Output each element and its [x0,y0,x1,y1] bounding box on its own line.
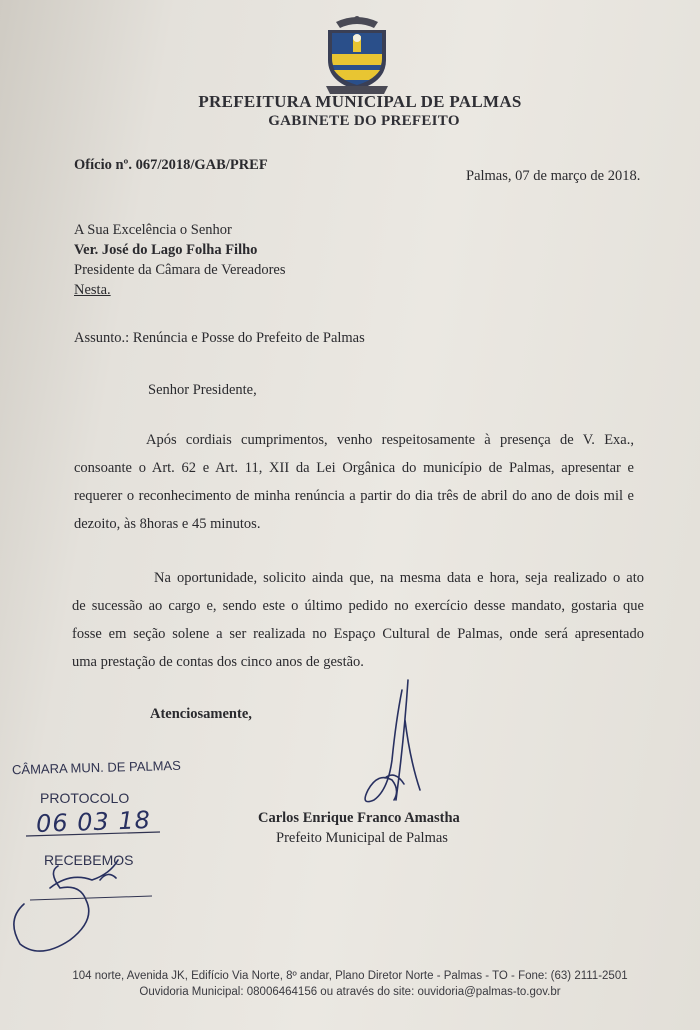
paragraph-1-line: dezoito, às 8horas e 45 minutos. [74,516,261,532]
footer-ouvidoria: Ouvidoria Municipal: 08006464156 ou através do site: ouvidoria@palmas-to.gov.br [139,986,561,998]
stamp-label: PROTOCOLO [40,790,130,806]
paragraph-1 [74,426,634,538]
document-reference: Ofício nº. 067/2018/GAB/PREF [74,157,268,173]
paragraph-2-line: fosse em seção solene a ser realizada no Espaço Cultural de Palmas, onde será apresentado [72,626,644,642]
signer-title: Prefeito Municipal de Palmas [276,830,448,846]
header-subtitle: GABINETE DO PREFEITO [268,113,460,129]
paragraph-1-line: Após cordiais cumprimentos, venho respeitosamente à presença de V. Exa., [146,432,634,448]
footer-address: 104 norte, Avenida JK, Edifício Via Norte, 8º andar, Plano Diretor Norte - Palmas - TO - Fone: (63) 2111-2501 [72,970,628,982]
closing: Atenciosamente, [150,706,252,722]
paragraph-2-line: de sucessão ao cargo e, sendo este o último pedido no exercício desse mandato, gostaria que [72,598,644,614]
signature-stroke [365,680,420,802]
paragraph-2 [72,564,644,676]
recipient-salutation: A Sua Excelência o Senhor [74,222,232,238]
recipient-name: Ver. José do Lago Folha Filho [74,242,258,258]
subject-line: Assunto.: Renúncia e Posse do Prefeito de Palmas [74,330,365,346]
recipient-location: Nesta. [74,282,111,298]
greeting: Senhor Presidente, [148,382,257,398]
stamp-received: RECEBEMOS [44,852,134,868]
recipient-title: Presidente da Câmara de Vereadores [74,262,286,278]
stamp-base-line [30,896,152,900]
place-date: Palmas, 07 de março de 2018. [466,168,641,184]
stamp-date-handwritten: 06 03 18 [35,806,152,838]
paragraph-2-line: Na oportunidade, solicito ainda que, na mesma data e hora, seja realizado o ato [154,570,644,586]
signer-name: Carlos Enrique Franco Amastha [258,810,460,826]
municipal-crest-icon [322,10,392,96]
stamp-org: CÂMARA MUN. DE PALMAS [11,757,181,778]
header-title: PREFEITURA MUNICIPAL DE PALMAS [198,92,522,111]
paragraph-2-line: uma prestação de contas dos cinco anos de gestão. [72,654,364,670]
paragraph-1-line: requerer o reconhecimento de minha renúncia a partir do dia três de abril do ano de dois mil e [74,488,634,504]
paragraph-1-line: consoante o Art. 62 e Art. 11, XII da Lei Orgânica do município de Palmas, apresentar e [74,460,634,476]
stamp-signature-stroke [14,860,118,951]
